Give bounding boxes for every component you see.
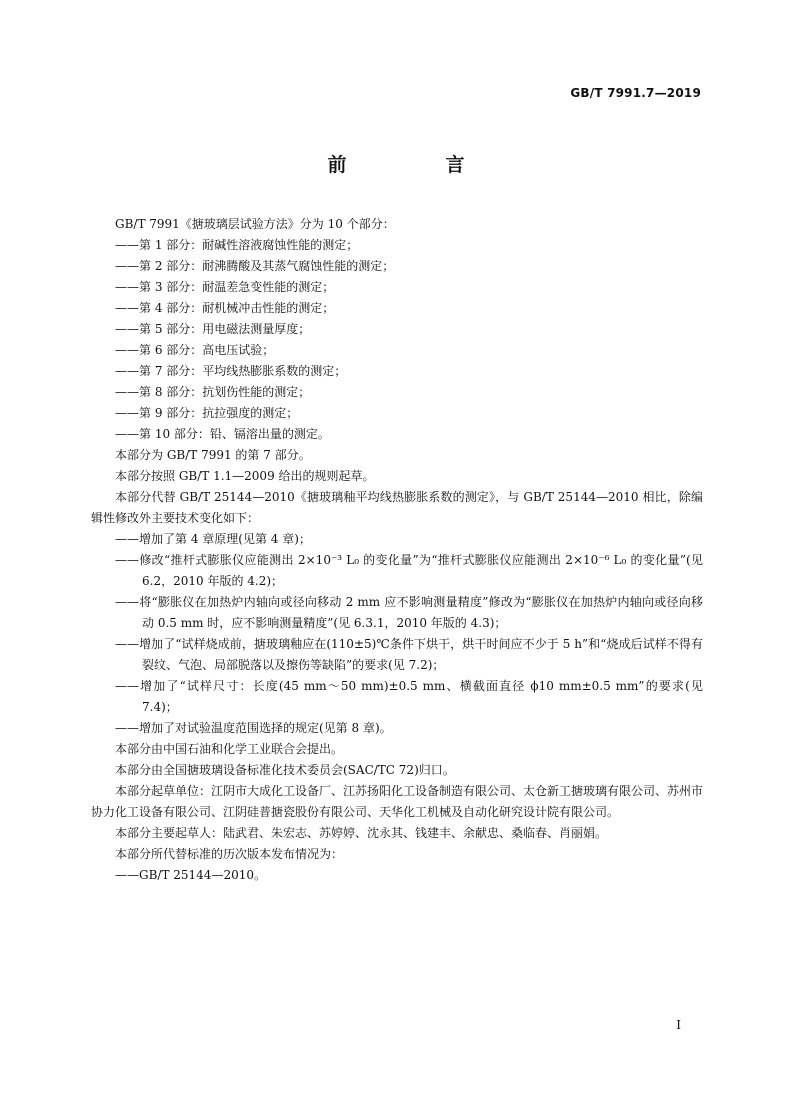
list-item: ——第 5 部分：用电磁法测量厚度； [115,322,311,336]
list-item: ——增加了对试验温度范围选择的规定(见第 8 章)。 [115,721,392,735]
paragraph: 本部分为 GB/T 7991 的第 7 部分。 [115,448,311,462]
list-item: ——第 4 部分：耐机械冲击性能的测定； [115,301,335,315]
list-item: ——第 6 部分：高电压试验； [115,343,275,357]
list-item: ——第 8 部分：抗划伤性能的测定； [115,385,311,399]
page-title: 前 言 [327,154,505,176]
paragraph: 本部分所代替标准的历次版本发布情况为： [115,847,344,861]
paragraph: 本部分代替 GB/T 25144—2010《搪玻璃釉平均线热膨胀系数的测定》，与 GB/T 25144—2010 相比，除编辑性修改外主要技术变化如下： [91,490,703,525]
paragraph: 本部分主要起草人：陆武君、朱宏志、苏婷婷、沈永其、钱建丰、余献忠、桑临春、肖丽娟。 [115,826,608,840]
paragraph: 本部分由全国搪玻璃设备标准化技术委员会(SAC/TC 72)归口。 [115,763,455,777]
standard-code: GB/T 7991.7—2019 [570,86,701,100]
list-item: ——增加了第 4 章原理(见第 4 章)； [115,532,311,546]
list-item: ——第 7 部分：平均线热膨胀系数的测定； [115,364,347,378]
list-item: ——修改“推杆式膨胀仪应能测出 2×10⁻³ L₀ 的变化量”为“推杆式膨胀仪应能测出 2×10⁻⁶ L₀ 的变化量”(见 6.2，2010 年版的 4.2)； [115,553,703,588]
list-item: ——GB/T 25144—2010。 [115,868,266,882]
list-item: ——增加了“试样烧成前，搪玻璃釉应在(110±5)℃条件下烘干，烘干时间应不少于 5 h”和“烧成后试样不得有裂纹、气泡、局部脱落以及擦伤等缺陷”的要求(见 7.2)； [115,637,703,672]
list-item: ——第 3 部分：耐温差急变性能的测定； [115,280,335,294]
list-item: ——第 1 部分：耐碱性溶液腐蚀性能的测定； [115,238,359,252]
page-number: I [676,1018,681,1032]
paragraph: 本部分按照 GB/T 1.1—2009 给出的规则起草。 [115,469,375,483]
list-item: ——第 2 部分：耐沸腾酸及其蒸气腐蚀性能的测定； [115,259,395,273]
paragraph: 本部分由中国石油和化学工业联合会提出。 [115,742,344,756]
list-item: ——增加了“试样尺寸：长度(45 mm～50 mm)±0.5 mm、横截面直径 ϕ10 mm±0.5 mm”的要求(见 7.4)； [115,679,703,714]
paragraph: 本部分起草单位：江阴市大成化工设备厂、江苏扬阳化工设备制造有限公司、太仓新工搪玻璃有限公司、苏州市协力化工设备有限公司、江阴硅普搪瓷股份有限公司、天华化工机械及自动化研究设计院有限公司。 [91,784,704,819]
list-item: ——第 10 部分：铅、镉溶出量的测定。 [115,427,330,441]
preface-body [91,214,703,886]
list-item: ——将“膨胀仪在加热炉内轴向或径向移动 2 mm 应不影响测量精度”修改为“膨胀仪在加热炉内轴向或径向移动 0.5 mm 时，应不影响测量精度”(见 6.3.1，2010 年版的 4.3)； [115,595,703,630]
list-item: ——第 9 部分：抗拉强度的测定； [115,406,299,420]
paragraph: GB/T 7991《搪玻璃层试验方法》分为 10 个部分： [115,217,395,231]
